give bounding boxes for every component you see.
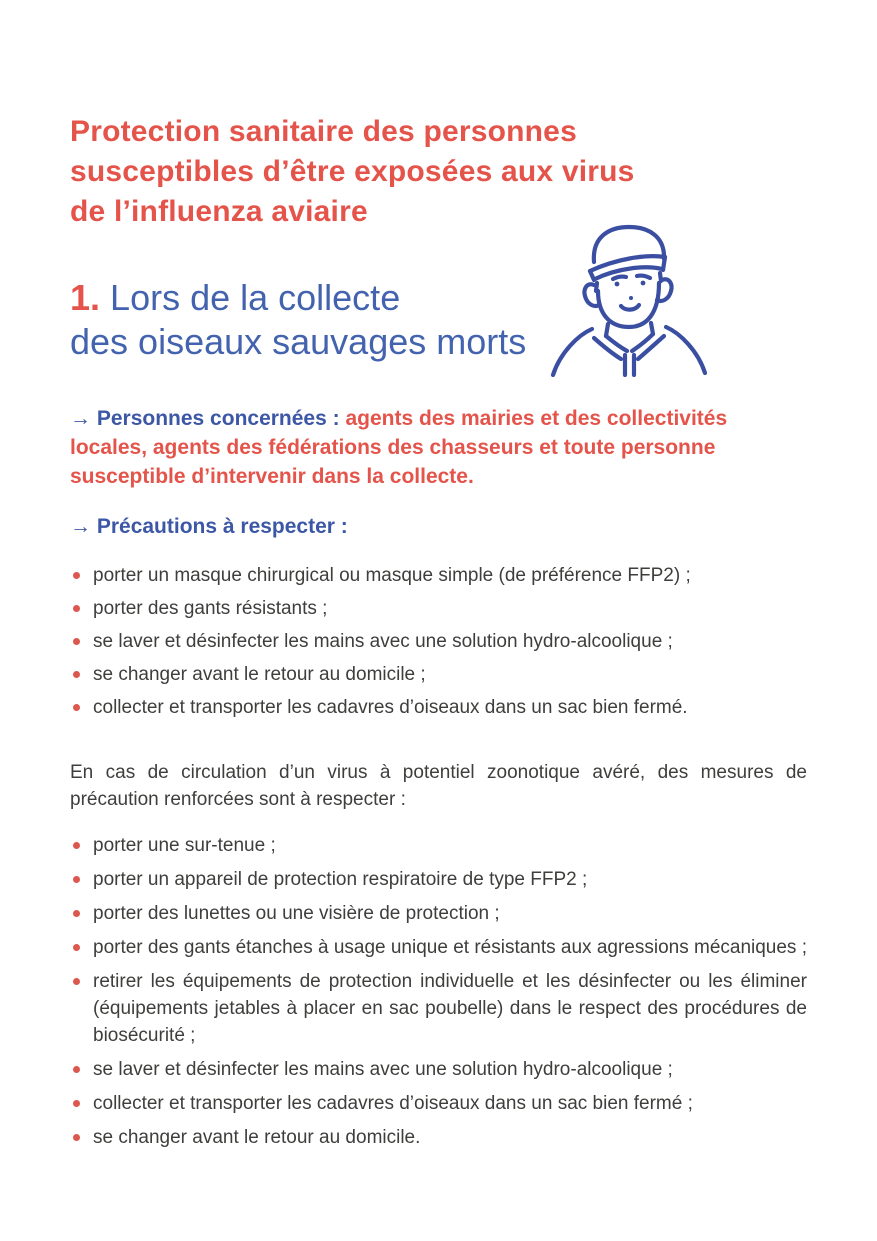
list-item-text: se changer avant le retour au domicile. xyxy=(93,1127,421,1148)
section-heading-line: des oiseaux sauvages morts xyxy=(70,321,527,362)
list-item-text: collecter et transporter les cadavres d’oiseaux dans un sac bien fermé ; xyxy=(93,1093,693,1114)
list-item-text: porter des gants étanches à usage unique et résistants aux agressions mécaniques ; xyxy=(93,937,807,958)
list-item-text: se changer avant le retour au domicile ; xyxy=(93,664,426,685)
arrow-icon: → xyxy=(70,407,91,430)
precautions-label: Précautions à respecter : xyxy=(96,515,348,538)
bullet-icon xyxy=(73,704,80,711)
list-item xyxy=(70,1124,807,1151)
bullet-icon xyxy=(73,910,80,917)
list-item xyxy=(70,832,807,859)
list-item-text: se laver et désinfecter les mains avec une solution hydro-alcoolique ; xyxy=(93,1059,673,1080)
list-item xyxy=(70,934,807,961)
list-item-text: collecter et transporter les cadavres d’oiseaux dans un sac bien fermé. xyxy=(93,697,688,718)
list-item xyxy=(70,866,807,893)
bullet-icon xyxy=(73,1100,80,1107)
reinforced-intro: En cas de circulation d’un virus à potentiel zoonotique avéré, des mesures de précaution renforcées sont à respecter : xyxy=(70,762,807,810)
bullet-icon xyxy=(73,944,80,951)
concerned-label: Personnes concernées : xyxy=(96,407,340,430)
list-item xyxy=(70,694,807,721)
precautions-list xyxy=(70,562,807,721)
list-item xyxy=(70,628,807,655)
list-item xyxy=(70,968,807,1049)
section-heading-line xyxy=(70,276,630,320)
arrow-icon: → xyxy=(70,515,91,538)
list-item xyxy=(70,1056,807,1083)
document-title-line: Protection sanitaire des personnes xyxy=(70,115,577,148)
bullet-icon xyxy=(73,1066,80,1073)
bullet-icon xyxy=(73,638,80,645)
section-number: 1. xyxy=(70,277,101,318)
bullet-icon xyxy=(73,671,80,678)
list-item-text: porter des gants résistants ; xyxy=(93,598,328,619)
document-title-line: susceptibles d’être exposées aux virus xyxy=(70,155,635,188)
list-item-text: se laver et désinfecter les mains avec une solution hydro-alcoolique ; xyxy=(93,631,673,652)
bullet-icon xyxy=(73,842,80,849)
bullet-icon xyxy=(73,1134,80,1141)
list-item-text: porter un appareil de protection respiratoire de type FFP2 ; xyxy=(93,869,588,890)
list-item xyxy=(70,562,807,589)
list-item xyxy=(70,661,807,688)
bullet-icon xyxy=(73,572,80,579)
list-item xyxy=(70,595,807,622)
reinforced-list xyxy=(70,832,807,1151)
list-item-text: retirer les équipements de protection individuelle et les désinfecter ou les éliminer (équipements jetables à placer en sac poubelle) dans le respect des procédures de biosécurité ; xyxy=(93,971,807,1046)
list-item-text: porter un masque chirurgical ou masque simple (de préférence FFP2) ; xyxy=(93,565,691,586)
precautions-heading xyxy=(70,512,807,541)
list-item xyxy=(70,900,807,927)
section-heading-text: Lors de la collecte xyxy=(110,277,401,318)
section-heading xyxy=(70,276,630,364)
bullet-icon xyxy=(73,978,80,985)
concerned-paragraph xyxy=(70,404,807,491)
document-title-line: de l’influenza aviaire xyxy=(70,195,368,228)
bullet-icon xyxy=(73,876,80,883)
document-title xyxy=(70,112,807,232)
list-item xyxy=(70,1090,807,1117)
concerned-lead xyxy=(70,407,340,430)
list-item-text: porter une sur-tenue ; xyxy=(93,835,276,856)
list-item-text: porter des lunettes ou une visière de protection ; xyxy=(93,903,500,924)
bullet-icon xyxy=(73,605,80,612)
page-content xyxy=(70,0,807,1158)
concerned-text: agents des mairies et des collectivités locales, agents des fédérations des chasseurs et toute personne susceptible d’intervenir dans la collecte. xyxy=(70,407,728,488)
